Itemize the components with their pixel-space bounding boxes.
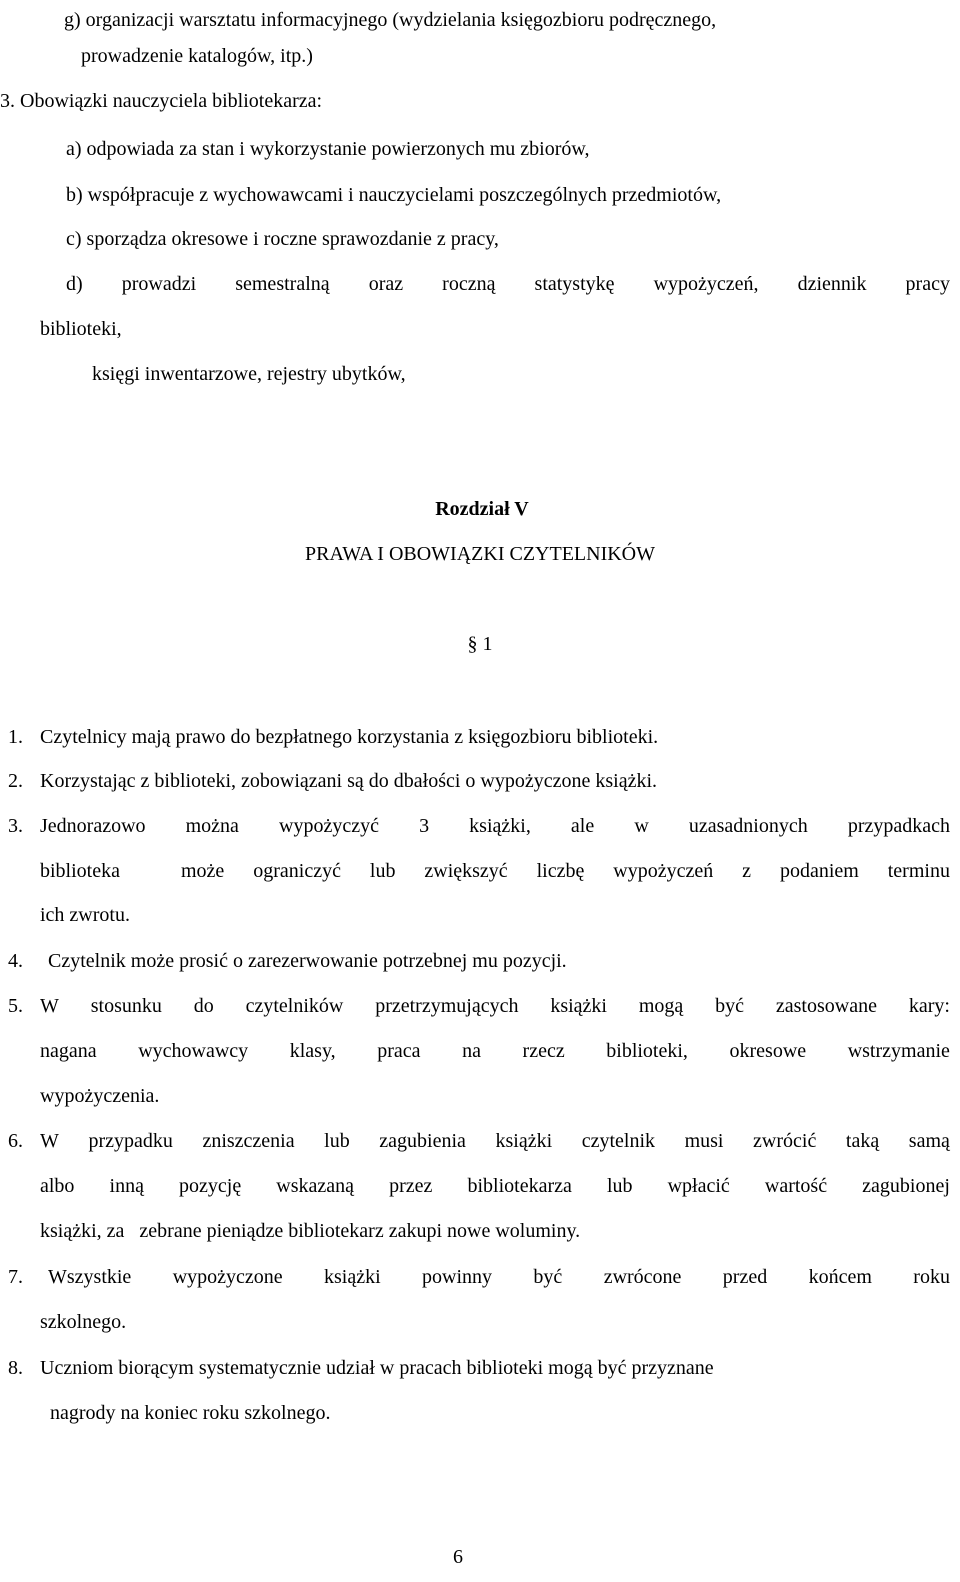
word: taką bbox=[845, 1130, 880, 1152]
item-3-heading: 3. Obowiązki nauczyciela bibliotekarza: bbox=[0, 90, 323, 112]
word: pozycję bbox=[179, 1175, 242, 1197]
rule-4-text: Czytelnik może prosić o zarezerwowanie potrzebnej mu pozycji. bbox=[48, 950, 567, 972]
word: uzasadnionych bbox=[688, 815, 808, 837]
word: albo bbox=[40, 1175, 75, 1197]
word: 3 bbox=[419, 815, 430, 837]
rule-number: 5. bbox=[8, 995, 23, 1017]
word: inną bbox=[109, 1175, 144, 1197]
word: przez bbox=[389, 1175, 433, 1197]
chapter-subtitle: PRAWA I OBOWIĄZKI CZYTELNIKÓW bbox=[304, 543, 655, 565]
rule-6-line1 bbox=[40, 1129, 950, 1153]
rule-2-text: Korzystając z biblioteki, zobowiązani są do dbałości o wypożyczone książki. bbox=[40, 770, 658, 792]
word: być bbox=[715, 995, 745, 1017]
rule-6-line2 bbox=[40, 1174, 950, 1198]
word: biblioteki, bbox=[606, 1040, 688, 1062]
word: przypadkach bbox=[847, 815, 950, 837]
word: wpłacić bbox=[667, 1175, 730, 1197]
word: książki, bbox=[469, 815, 531, 837]
item-3a: a) odpowiada za stan i wykorzystanie powierzonych mu zbiorów, bbox=[66, 138, 590, 160]
rule-3-line2 bbox=[181, 859, 950, 883]
rule-3-line2-start: biblioteka bbox=[40, 860, 120, 882]
rule-8-line2: nagrody na koniec roku szkolnego. bbox=[50, 1402, 331, 1424]
word: czytelników bbox=[245, 995, 344, 1017]
word: zagubionej bbox=[862, 1175, 950, 1197]
word: kary: bbox=[908, 995, 950, 1017]
word: wypożyczeń, bbox=[653, 273, 759, 295]
word: klasy, bbox=[289, 1040, 336, 1062]
rule-7-line2: szkolnego. bbox=[40, 1311, 127, 1333]
word: podaniem bbox=[779, 860, 859, 882]
word: końcem bbox=[808, 1266, 872, 1288]
chapter-title: Rozdział V bbox=[435, 498, 529, 520]
rule-number: 2. bbox=[8, 770, 23, 792]
rule-number: 1. bbox=[8, 726, 23, 748]
word: w bbox=[634, 815, 649, 837]
word: wypożyczone bbox=[172, 1266, 283, 1288]
word: W bbox=[40, 1130, 59, 1152]
item-g-line2: prowadzenie katalogów, itp.) bbox=[81, 45, 313, 67]
word: wskazaną bbox=[276, 1175, 355, 1197]
rule-6-line3: książki, za zebrane pieniądze bibliotekarz zakupi nowe woluminy. bbox=[40, 1220, 581, 1242]
word: rzecz bbox=[522, 1040, 565, 1062]
word: może bbox=[181, 860, 225, 882]
word: musi bbox=[684, 1130, 724, 1152]
rule-3-line1 bbox=[40, 814, 950, 838]
word: na bbox=[462, 1040, 481, 1062]
rule-1-text: Czytelnicy mają prawo do bezpłatnego korzystania z księgozbioru biblioteki. bbox=[40, 726, 659, 748]
word: przypadku bbox=[88, 1130, 173, 1152]
word: prowadzi bbox=[121, 273, 197, 295]
word: d) bbox=[66, 273, 83, 295]
word: stosunku bbox=[90, 995, 162, 1017]
word: W bbox=[40, 995, 59, 1017]
word: nagana bbox=[40, 1040, 97, 1062]
word: wartość bbox=[764, 1175, 828, 1197]
word: książki bbox=[495, 1130, 553, 1152]
word: zwrócić bbox=[753, 1130, 817, 1152]
rule-7-line1 bbox=[48, 1265, 950, 1289]
word: lub bbox=[606, 1175, 633, 1197]
word: zastosowane bbox=[775, 995, 877, 1017]
word: bibliotekarza bbox=[467, 1175, 572, 1197]
word: Wszystkie bbox=[48, 1266, 132, 1288]
rule-number: 4. bbox=[8, 950, 23, 972]
item-3c: c) sporządza okresowe i roczne sprawozdanie z pracy, bbox=[66, 228, 499, 250]
word: z bbox=[742, 860, 752, 882]
word: być bbox=[533, 1266, 563, 1288]
word: książki bbox=[550, 995, 607, 1017]
word: oraz bbox=[368, 273, 404, 295]
word: dziennik bbox=[797, 273, 867, 295]
word: ale bbox=[570, 815, 595, 837]
word: pracy bbox=[905, 273, 950, 295]
word: ograniczyć bbox=[253, 860, 341, 882]
word: zwiększyć bbox=[424, 860, 508, 882]
rule-3-line3: ich zwrotu. bbox=[40, 904, 130, 926]
word: mogą bbox=[638, 995, 684, 1017]
word: statystykę bbox=[534, 273, 615, 295]
word: wypożyczeń bbox=[613, 860, 714, 882]
page-number: 6 bbox=[453, 1546, 463, 1568]
rule-8-line1: Uczniom biorącym systematycznie udział w pracach biblioteki mogą być przyznane bbox=[40, 1357, 714, 1379]
word: zwrócone bbox=[603, 1266, 682, 1288]
word: lub bbox=[324, 1130, 350, 1152]
word: powinny bbox=[422, 1266, 493, 1288]
rule-5-line3: wypożyczenia. bbox=[40, 1085, 160, 1107]
word: semestralną bbox=[235, 273, 330, 295]
word: lub bbox=[369, 860, 396, 882]
word: zniszczenia bbox=[202, 1130, 295, 1152]
word: praca bbox=[377, 1040, 421, 1062]
word: zagubienia bbox=[379, 1130, 466, 1152]
word: książki bbox=[324, 1266, 381, 1288]
word: czytelnik bbox=[581, 1130, 656, 1152]
word: wypożyczyć bbox=[279, 815, 379, 837]
word: samą bbox=[908, 1130, 950, 1152]
word: okresowe bbox=[729, 1040, 807, 1062]
word: przetrzymujących bbox=[375, 995, 519, 1017]
rule-5-line1 bbox=[40, 994, 950, 1018]
word: Jednorazowo bbox=[40, 815, 146, 837]
item-3d-line2: biblioteki, bbox=[40, 318, 122, 340]
item-3d-line1 bbox=[66, 272, 950, 296]
item-3b: b) współpracuje z wychowawcami i nauczycielami poszczególnych przedmiotów, bbox=[66, 184, 722, 206]
word: roku bbox=[913, 1266, 950, 1288]
word: wstrzymanie bbox=[847, 1040, 950, 1062]
item-g-line1: g) organizacji warsztatu informacyjnego (wydzielania księgozbioru podręcznego, bbox=[64, 9, 717, 31]
word: liczbę bbox=[536, 860, 585, 882]
word: roczną bbox=[442, 273, 496, 295]
rule-number: 6. bbox=[8, 1130, 23, 1152]
word: terminu bbox=[887, 860, 950, 882]
item-3d-line3: księgi inwentarzowe, rejestry ubytków, bbox=[92, 363, 406, 385]
word: przed bbox=[722, 1266, 768, 1288]
rule-number: 3. bbox=[8, 815, 23, 837]
rule-5-line2 bbox=[40, 1039, 950, 1063]
word: można bbox=[185, 815, 239, 837]
section-mark: § 1 bbox=[467, 633, 493, 655]
word: wychowawcy bbox=[138, 1040, 249, 1062]
rule-number: 7. bbox=[8, 1266, 23, 1288]
rule-number: 8. bbox=[8, 1357, 23, 1379]
word: do bbox=[193, 995, 214, 1017]
